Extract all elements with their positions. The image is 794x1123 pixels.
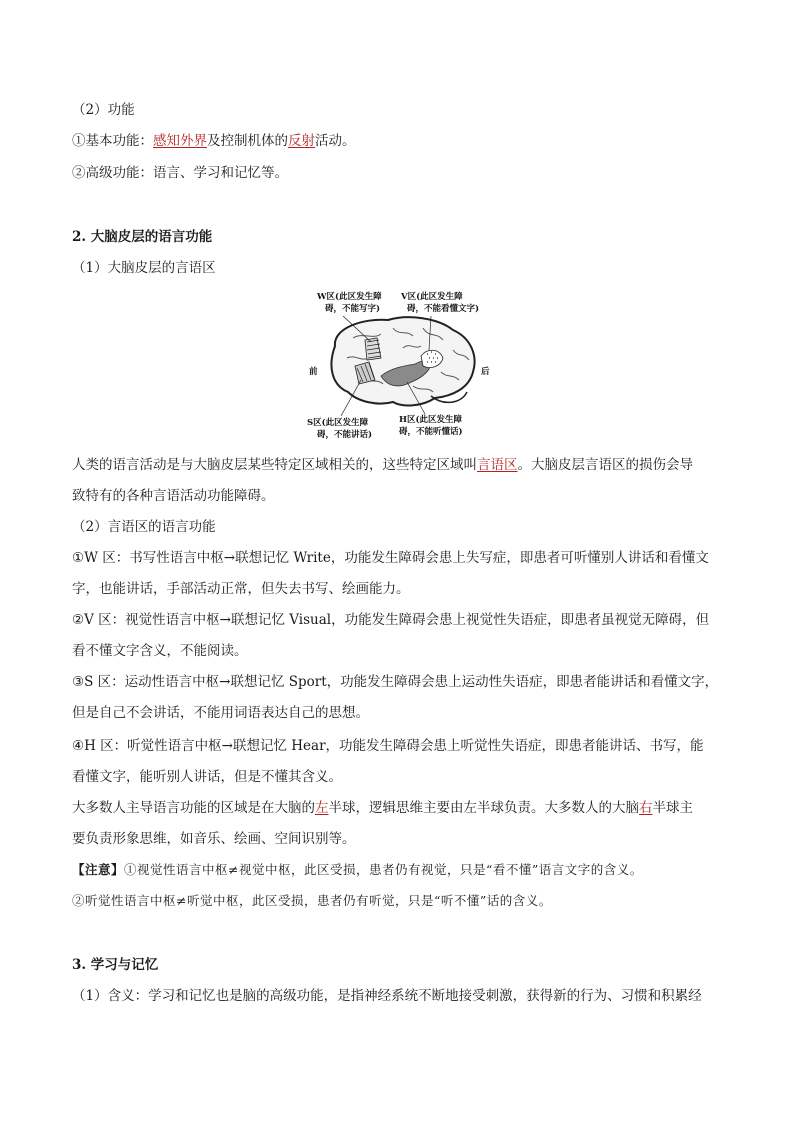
h-area-line-1: ④H 区：听觉性语言中枢→联想记忆 Hear，功能发生障碍会患上听觉性失语症，即患者能讲话、书写，能 — [72, 738, 704, 754]
speech-area-paragraph-line-1 — [72, 455, 732, 475]
s-area-line-2: 但是自己不会讲话，不能用词语表达自己的思想。 — [72, 705, 369, 721]
speech-area-paragraph-line-2: 致特有的各种言语活动功能障碍。 — [72, 488, 275, 504]
advanced-function-line: ②高级功能：语言、学习和记忆等。 — [72, 165, 288, 181]
hemi-text-c: 半球主 — [652, 800, 693, 816]
hemisphere-line-2: 要负责形象思维，如音乐、绘画、空间识别等。 — [72, 831, 356, 847]
note-label: 【注意】 — [72, 862, 125, 877]
v-label-1: V区(此区发生障 — [401, 292, 463, 302]
para1-text-a: 人类的语言活动是与大脑皮层某些特定区域相关的，这些特定区域叫 — [72, 457, 477, 473]
section-2-heading: 2. 大脑皮层的语言功能 — [72, 229, 213, 245]
reflex-term: 反射 — [288, 133, 315, 149]
s-label-2: 碍，不能讲话) — [317, 430, 373, 440]
hemisphere-line-1 — [72, 798, 732, 818]
brain-outline — [331, 317, 474, 405]
h-label-1: H区(此区发生障 — [399, 415, 463, 425]
note-line-2: ②听觉性语言中枢≠听觉中枢，此区受损，患者仍有听觉，只是“听不懂”话的含义。 — [72, 893, 552, 908]
left-term: 左 — [315, 800, 329, 816]
brain-speech-area-diagram — [303, 288, 493, 443]
basic-mid: 及控制机体的 — [207, 133, 288, 149]
back-label: 后 — [481, 367, 490, 377]
learning-memory-line-1: （1）含义：学习和记忆也是脑的高级功能，是指神经系统不断地接受刺激，获得新的行为、习惯和积累经 — [72, 988, 702, 1004]
s-area-line-1: ③S 区：运动性语言中枢→联想记忆 Sport，功能发生障碍会患上运动性失语症，即患者能讲话和看懂文字， — [72, 674, 719, 690]
section-3-heading: 3. 学习与记忆 — [72, 957, 159, 973]
brain-illustration — [303, 288, 493, 443]
hemi-text-a: 大多数人主导语言功能的区域是在大脑的 — [72, 800, 315, 816]
w-area-line-2: 字，也能讲话，手部活动正常，但失去书写、绘画能力。 — [72, 581, 410, 597]
h-label-2: 碍，不能听懂话) — [399, 427, 463, 437]
basic-function-line — [72, 131, 732, 151]
h-area-line-2: 看懂文字，能听别人讲话，但是不懂其含义。 — [72, 769, 342, 785]
function-heading: （2）功能 — [72, 102, 135, 118]
right-term: 右 — [639, 800, 653, 816]
v-label-2: 碍，不能看懂文字) — [407, 304, 480, 314]
basic-suffix: 活动。 — [315, 133, 356, 149]
speech-area-term: 言语区 — [477, 457, 518, 473]
s-label-1: S区(此区发生障 — [307, 418, 369, 428]
basic-prefix: ①基本功能： — [72, 133, 153, 149]
hemi-text-b: 半球，逻辑思维主要由左半球负责。大多数人的大脑 — [328, 800, 639, 816]
perceive-outside-term: 感知外界 — [153, 133, 207, 149]
w-label-2: 碍，不能写字) — [325, 304, 381, 314]
v-area-line-1: ②V 区：视觉性语言中枢→联想记忆 Visual，功能发生障碍会患上视觉性失语症，即患者虽视觉无障碍，但 — [72, 612, 710, 628]
w-area-line-1: ①W 区：书写性语言中枢→联想记忆 Write，功能发生障碍会患上失写症，即患者可听懂别人讲话和看懂文 — [72, 550, 709, 566]
para1-text-b: 。大脑皮层言语区的损伤会导 — [517, 457, 693, 473]
speech-function-subheading: （2）言语区的语言功能 — [72, 519, 216, 535]
speech-area-subheading: （1）大脑皮层的言语区 — [72, 260, 216, 276]
note-line-1 — [72, 860, 732, 880]
front-label: 前 — [309, 367, 318, 377]
v-area-line-2: 看不懂文字含义，不能阅读。 — [72, 643, 248, 659]
note-1-text: ①视觉性语言中枢≠视觉中枢，此区受损，患者仍有视觉，只是“看不懂”语言文字的含义。 — [124, 862, 643, 877]
w-label-1: W区(此区发生障 — [317, 292, 382, 302]
